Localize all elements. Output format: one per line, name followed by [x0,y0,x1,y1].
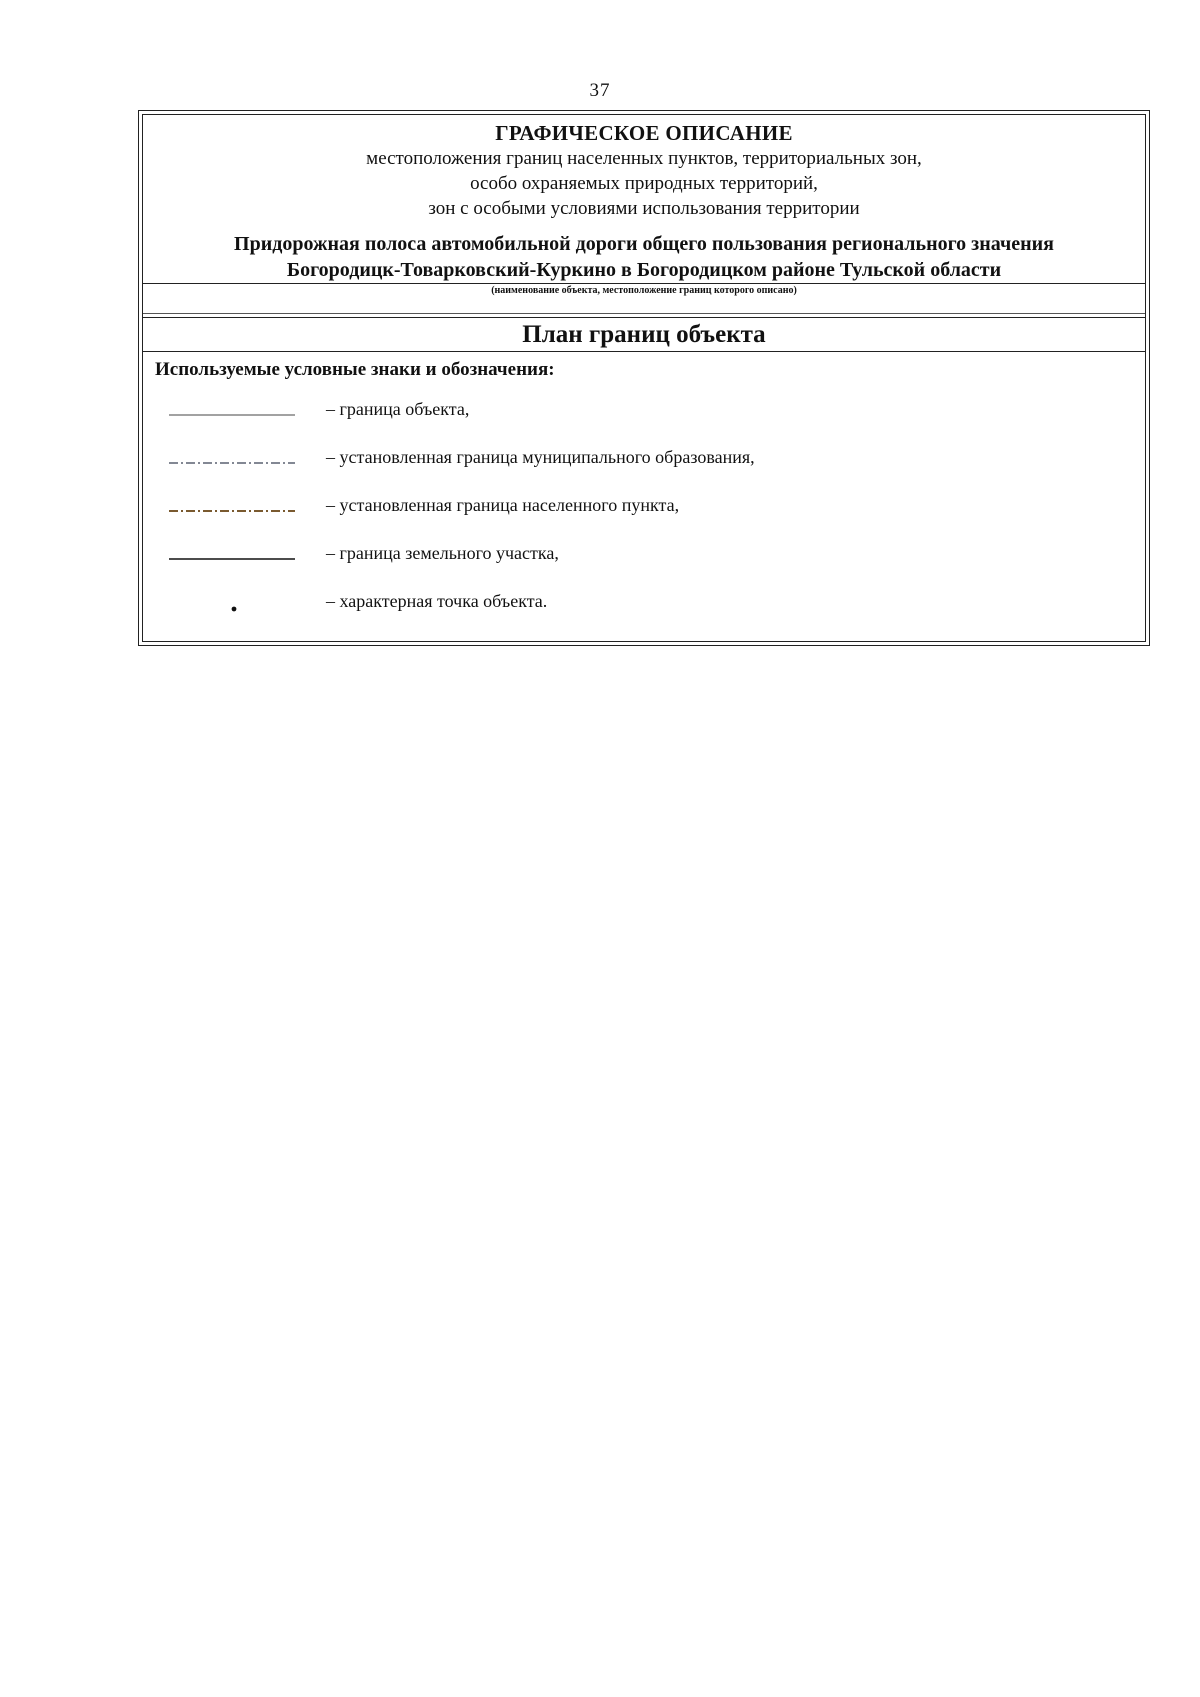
description-frame [138,110,1150,646]
legend-item-settlement-boundary [143,493,1145,517]
solid-line-icon [167,541,297,565]
legend-item-characteristic-point [143,589,1145,613]
page-number: 37 [589,80,611,101]
legend-label: – характерная точка объекта. [326,591,548,611]
legend-label: – установленная граница населенного пункта, [326,495,680,515]
object-name-line-1: Придорожная полоса автомобильной дороги общего пользования регионального значения [234,233,1054,255]
legend-item-land-plot-boundary [143,541,1145,565]
object-note: (наименование объекта, местоположение границ которого описано) [491,285,797,296]
legend-label: – граница земельного участка, [326,543,559,563]
divider [143,317,1145,318]
object-name-line-2: Богородицк-Товарковский-Куркино в Богородицком районе Тульской области [286,259,1002,281]
subtitle-line-3: зон с особыми условиями использования территории [428,198,860,219]
subtitle-line-1: местоположения границ населенных пунктов, территориальных зон, [366,148,922,169]
point-icon [167,589,297,613]
subtitle-line-2: особо охраняемых природных территорий, [470,173,818,194]
legend-item-object-boundary [143,397,1145,421]
dash-dot-brown-line-icon [167,493,297,517]
legend-title: Используемые условные знаки и обозначения: [155,359,555,380]
legend-item-municipal-boundary [143,445,1145,469]
divider [143,313,1145,314]
document-title: ГРАФИЧЕСКОЕ ОПИСАНИЕ [495,121,793,145]
thin-line-icon [167,397,297,421]
legend-label: – граница объекта, [326,399,470,419]
plan-title: План границ объекта [522,321,766,348]
divider [143,283,1145,284]
description-frame-inner [142,114,1146,642]
legend-label: – установленная граница муниципального образования, [326,447,755,467]
dash-dot-line-icon [167,445,297,469]
header-block [143,115,1145,352]
